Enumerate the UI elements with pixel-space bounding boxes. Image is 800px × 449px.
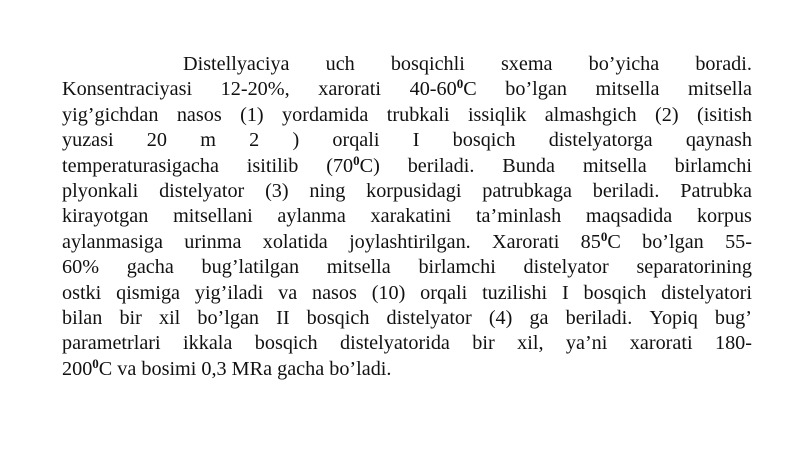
word: aylanma (277, 205, 346, 228)
word-text: C va bosimi 0,3 MRa gacha bo’ladi. (98, 357, 392, 380)
text-line (62, 103, 752, 128)
word-text: C (607, 230, 621, 253)
word: urinma (184, 230, 242, 253)
word: ga (529, 306, 549, 329)
word: 2 (249, 129, 260, 152)
degree-superscript: 0 (600, 228, 608, 244)
word: yig’iladi (194, 281, 264, 304)
word: yuzasi (62, 129, 114, 152)
text-line (62, 357, 752, 382)
word: bug’latilgan (201, 256, 300, 279)
word: ostki (62, 281, 102, 304)
word: ) (292, 129, 300, 152)
word: distelyator (523, 256, 609, 279)
word: korpus (696, 205, 752, 228)
word: orqali (332, 129, 380, 152)
word: bosqichli (390, 53, 465, 75)
word: bosqich (583, 281, 647, 304)
word: distelyatorga (548, 129, 653, 152)
word: bir (119, 306, 142, 329)
word: nasos (311, 281, 357, 304)
word: mitsella (582, 154, 647, 177)
word: distelyator (159, 179, 245, 202)
word: uch (325, 53, 355, 75)
word: (10) (371, 281, 406, 304)
word: ya’ni (565, 332, 608, 355)
word: II (276, 306, 290, 329)
word: distelyatorida (340, 332, 450, 355)
word: Patrubka (680, 179, 752, 202)
word: ta’minlash (475, 205, 562, 228)
word: distelyatori (661, 281, 752, 304)
word: bo’lgan (505, 78, 567, 101)
word: m (200, 129, 216, 152)
word: mitsellani (173, 205, 253, 228)
word: tuzilishi (482, 281, 548, 304)
word: trubkali (386, 103, 450, 126)
word-text: (70 (326, 154, 354, 177)
text-line (62, 77, 752, 102)
body-paragraph (62, 52, 752, 382)
word: ning (309, 179, 346, 202)
word: (isitish (696, 103, 752, 126)
word: patrubkaga (482, 179, 572, 202)
text-line (62, 204, 752, 229)
word: 12-20%, (220, 78, 290, 101)
word: issiqlik (467, 103, 527, 126)
word: Konsentraciyasi (62, 78, 193, 101)
word: beriladi. (592, 179, 660, 202)
word: nasos (176, 103, 222, 126)
word: bo’yicha (588, 53, 660, 75)
word: separatorining (636, 256, 752, 279)
word-text: 200 (62, 357, 93, 380)
word: bilan (62, 306, 103, 329)
word: sxema (500, 53, 553, 75)
text-line (62, 255, 752, 280)
text-line (62, 52, 752, 77)
word: isitilib (246, 154, 299, 177)
word: xolatida (262, 230, 328, 253)
word (581, 230, 621, 255)
text-line (62, 154, 752, 179)
word: Distellyaciya (183, 53, 290, 75)
word: xil (158, 306, 181, 329)
word: qaynash (685, 129, 752, 152)
word: yig’gichdan (62, 103, 159, 126)
word-text: C (463, 78, 477, 101)
word: joylashtirilgan. (349, 230, 471, 253)
word: Xarorati (492, 230, 560, 253)
word (410, 77, 477, 102)
word-text: C) (359, 154, 380, 177)
word: bug’ (714, 306, 752, 329)
word-text: 40-60 (409, 78, 457, 101)
text-line (62, 128, 752, 153)
word: 60% (62, 256, 100, 279)
word: mitsella (326, 256, 391, 279)
word: bosqich (254, 332, 318, 355)
word: plyonkali (62, 179, 139, 202)
word: Yopiq (649, 306, 698, 329)
word: (1) (240, 103, 264, 126)
word: almashgich (544, 103, 637, 126)
word: Bunda (502, 154, 555, 177)
word: ikkala (183, 332, 233, 355)
word: gacha (126, 256, 174, 279)
word: yordamida (282, 103, 369, 126)
word: aylanmasiga (62, 230, 163, 253)
word: parametrlari (62, 332, 161, 355)
text-line (62, 331, 752, 356)
word: korpusidagi (366, 179, 462, 202)
word-text: 85 (580, 230, 601, 253)
word: xarorati (318, 78, 381, 101)
word: maqsadida (585, 205, 673, 228)
word: bosqich (306, 306, 370, 329)
word: mitsella (595, 78, 660, 101)
word: birlamchi (418, 256, 496, 279)
word: va (278, 281, 298, 304)
word: I (561, 281, 569, 304)
word: bo’lgan (642, 230, 704, 253)
word: bo’lgan (197, 306, 260, 329)
word (62, 357, 391, 382)
word: (4) (488, 306, 513, 329)
word: beriladi. (565, 306, 633, 329)
word: orqali (420, 281, 468, 304)
degree-superscript: 0 (353, 152, 360, 168)
word: (3) (265, 179, 289, 202)
word: bir (472, 332, 495, 355)
word: temperaturasigacha (62, 154, 219, 177)
text-line (62, 230, 752, 255)
word: beriladi. (407, 154, 475, 177)
word: 20 (146, 129, 167, 152)
word: xarakatini (370, 205, 452, 228)
word: I (412, 129, 420, 152)
word: xarorati (629, 332, 693, 355)
word: distelyator (386, 306, 472, 329)
word: birlamchi (674, 154, 752, 177)
document-page (62, 52, 752, 382)
word: (2) (655, 103, 679, 126)
word: kirayotgan (62, 205, 149, 228)
word: 55- (725, 230, 752, 253)
word (326, 154, 380, 179)
word: bosqich (452, 129, 516, 152)
text-line (62, 306, 752, 331)
word: 180- (714, 332, 752, 355)
degree-superscript: 0 (456, 76, 464, 92)
word: xil, (517, 332, 544, 355)
text-line (62, 281, 752, 306)
word: boradi. (695, 53, 752, 75)
text-line (62, 179, 752, 204)
word: qismiga (116, 281, 181, 304)
word: mitsella (688, 78, 752, 101)
degree-superscript: 0 (92, 355, 99, 371)
